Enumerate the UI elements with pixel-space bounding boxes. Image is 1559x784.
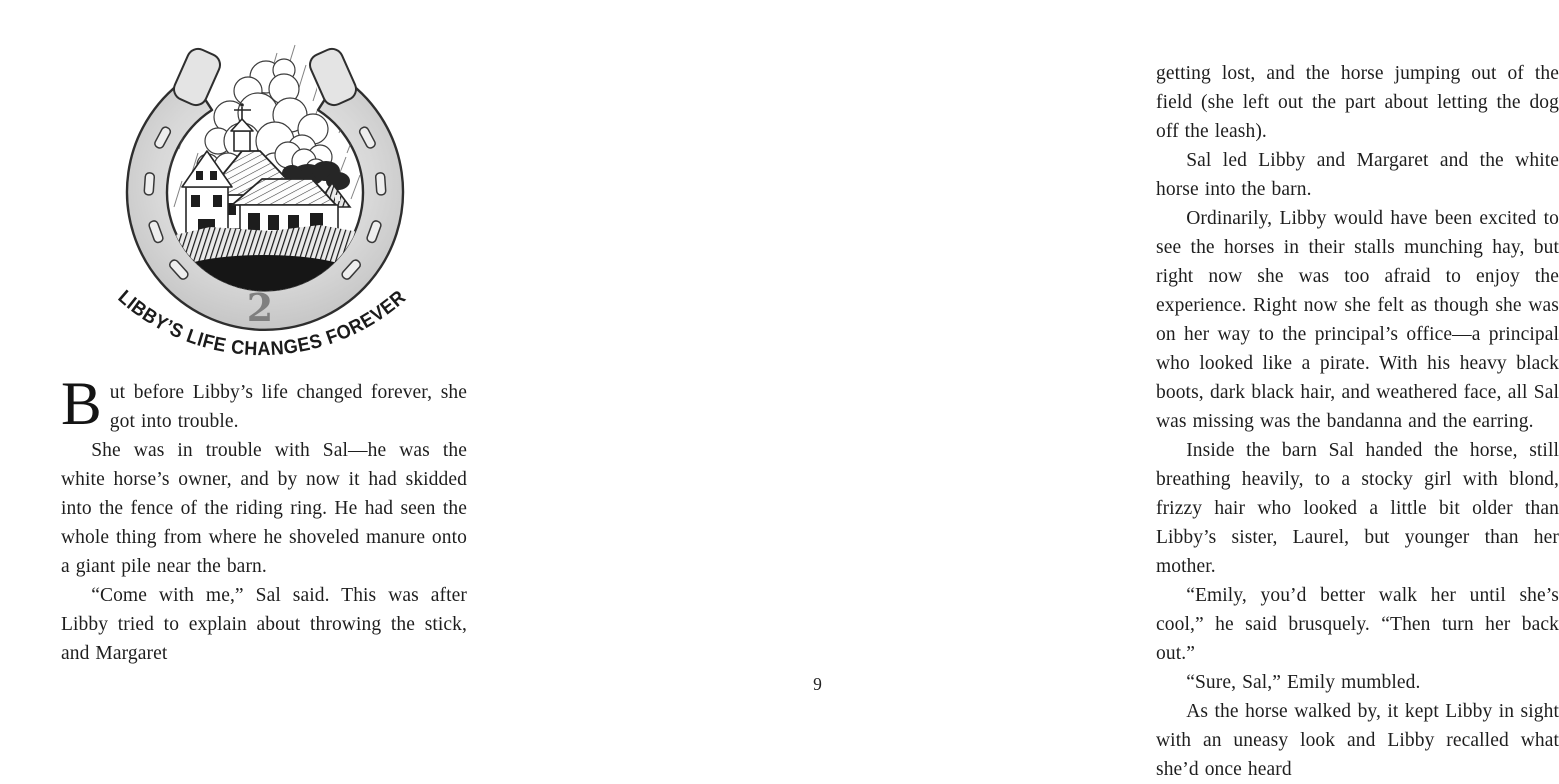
- left-page: [0, 0, 540, 737]
- right-page: [540, 0, 1559, 780]
- horseshoe-left-caulk: [170, 45, 223, 108]
- paragraph: “Come with me,” Sal said. This was after Libby tried to explain about throwing the stick, and Margaret: [61, 585, 467, 664]
- chapter-number: 2: [246, 285, 274, 330]
- paragraph: getting lost, and the horse jumping out of the field (she left out the part about letting the dog off the leash).: [1156, 63, 1559, 142]
- paragraph: Sal led Libby and Margaret and the white horse into the barn.: [1156, 150, 1559, 200]
- left-page-text: [61, 371, 467, 668]
- chapter-title: LIBBY’S LIFE CHANGES FOREVER: [113, 285, 412, 361]
- horseshoe-right-caulk: [306, 45, 359, 108]
- paragraph: As the horse walked by, it kept Libby in sight with an uneasy look and Libby recalled what she’d once heard: [1156, 701, 1559, 780]
- paragraph: Ordinarily, Libby would have been excited to see the horses in their stalls munching hay, but right now she was too afraid to enjoy the experience. Right now she felt as though she was on her way to the principal’s office—a principal who looked like a pirate. With his heavy black boots, dark black hair, and weathered face, all Sal was missing was the bandanna and the earring.: [1156, 208, 1559, 432]
- paragraph: “Sure, Sal,” Emily mumbled.: [1186, 672, 1421, 693]
- horseshoe-farm-illustration: [70, 25, 470, 380]
- paragraph: Inside the barn Sal handed the horse, still breathing heavily, to a stocky girl with blond, frizzy hair who looked a little bit older than Libby’s sister, Laurel, but younger than her mother.: [1156, 440, 1559, 577]
- paragraph: “Emily, you’d better walk her until she’s cool,” he said brusquely. “Then turn her back out.”: [1156, 585, 1559, 664]
- paragraph-text: ut before Libby’s life changed forever, she got into trouble.: [109, 382, 467, 432]
- right-page-text: [1156, 59, 1559, 784]
- paragraph: [61, 371, 467, 438]
- page-number: 9: [813, 674, 822, 694]
- paragraph: She was in trouble with Sal—he was the white horse’s owner, and by now it had skidded into the fence of the riding ring. He had seen the whole thing from where he shoveled manure onto a giant pile near the barn.: [61, 440, 467, 577]
- drop-cap: B: [61, 371, 102, 438]
